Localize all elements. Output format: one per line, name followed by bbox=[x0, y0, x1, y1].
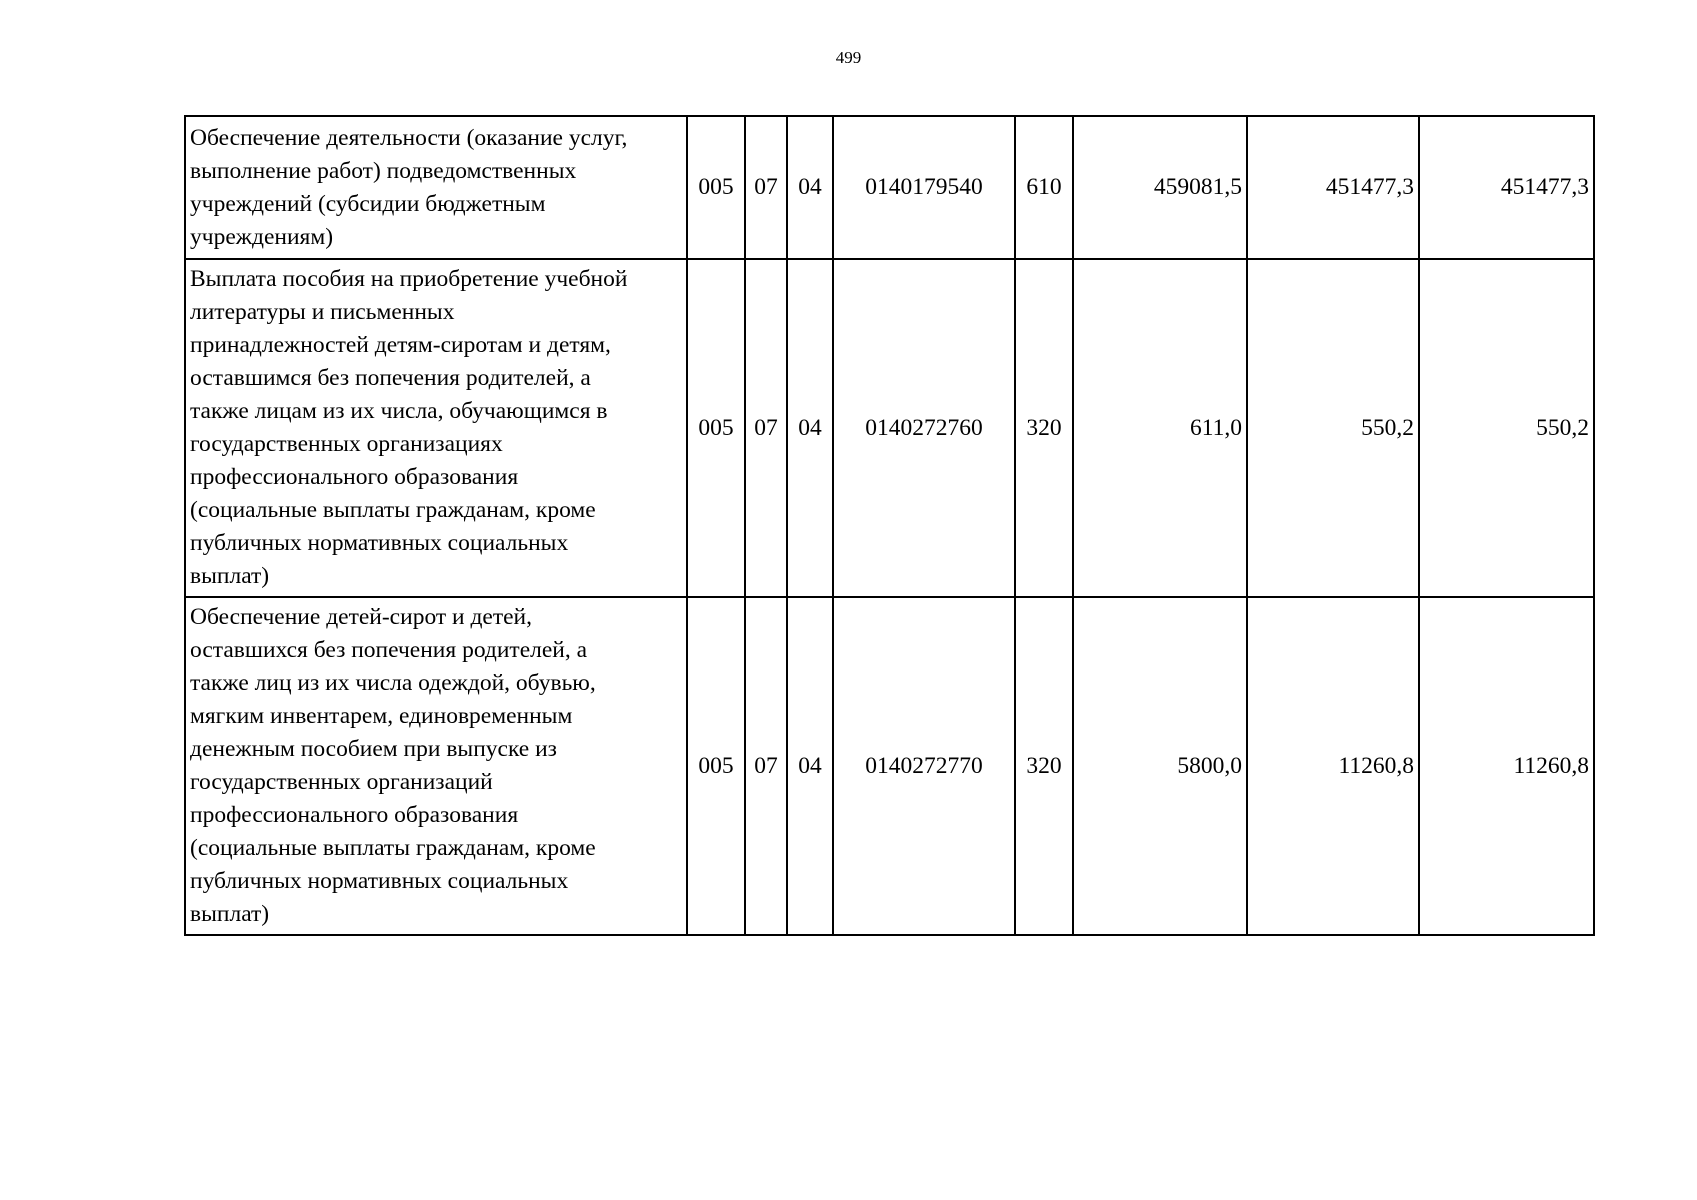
table-row bbox=[185, 259, 1594, 597]
section-code-cell: 07 bbox=[745, 259, 787, 597]
ministry-code-cell: 005 bbox=[687, 597, 745, 935]
amount-3-cell: 550,2 bbox=[1419, 259, 1594, 597]
table-row bbox=[185, 597, 1594, 935]
amount-1-cell: 459081,5 bbox=[1073, 116, 1247, 259]
subsection-code-cell: 04 bbox=[787, 116, 833, 259]
page-number: 499 bbox=[835, 48, 862, 67]
amount-1-cell: 611,0 bbox=[1073, 259, 1247, 597]
description-cell: Выплата пособия на приобретение учебной литературы и письменных принадлежностей детям-сиротам и детям, оставшимся без попечения родителей, а также лицам из их числа, обучающимся в государственных организациях профессионального образования (социальные выплаты гражданам, кроме публичных нормативных социальных выплат) bbox=[185, 259, 687, 597]
target-article-cell: 0140272770 bbox=[833, 597, 1015, 935]
amount-3-cell: 11260,8 bbox=[1419, 597, 1594, 935]
ministry-code-cell: 005 bbox=[687, 116, 745, 259]
amount-3-cell: 451477,3 bbox=[1419, 116, 1594, 259]
table-row bbox=[185, 116, 1594, 259]
ministry-code-cell: 005 bbox=[687, 259, 745, 597]
target-article-cell: 0140272760 bbox=[833, 259, 1015, 597]
budget-table bbox=[184, 115, 1595, 936]
description-cell: Обеспечение детей-сирот и детей, оставшихся без попечения родителей, а также лиц из их числа одеждой, обувью, мягким инвентарем, единовременным денежным пособием при выпуске из государственных организаций профессионального образования (социальные выплаты гражданам, кроме публичных нормативных социальных выплат) bbox=[185, 597, 687, 935]
amount-2-cell: 550,2 bbox=[1247, 259, 1419, 597]
amount-2-cell: 11260,8 bbox=[1247, 597, 1419, 935]
subsection-code-cell: 04 bbox=[787, 259, 833, 597]
amount-2-cell: 451477,3 bbox=[1247, 116, 1419, 259]
target-article-cell: 0140179540 bbox=[833, 116, 1015, 259]
description-cell: Обеспечение деятельности (оказание услуг, выполнение работ) подведомственных учреждений (субсидии бюджетным учреждениям) bbox=[185, 116, 687, 259]
expense-type-cell: 320 bbox=[1015, 597, 1073, 935]
expense-type-cell: 320 bbox=[1015, 259, 1073, 597]
expense-type-cell: 610 bbox=[1015, 116, 1073, 259]
section-code-cell: 07 bbox=[745, 116, 787, 259]
subsection-code-cell: 04 bbox=[787, 597, 833, 935]
amount-1-cell: 5800,0 bbox=[1073, 597, 1247, 935]
section-code-cell: 07 bbox=[745, 597, 787, 935]
